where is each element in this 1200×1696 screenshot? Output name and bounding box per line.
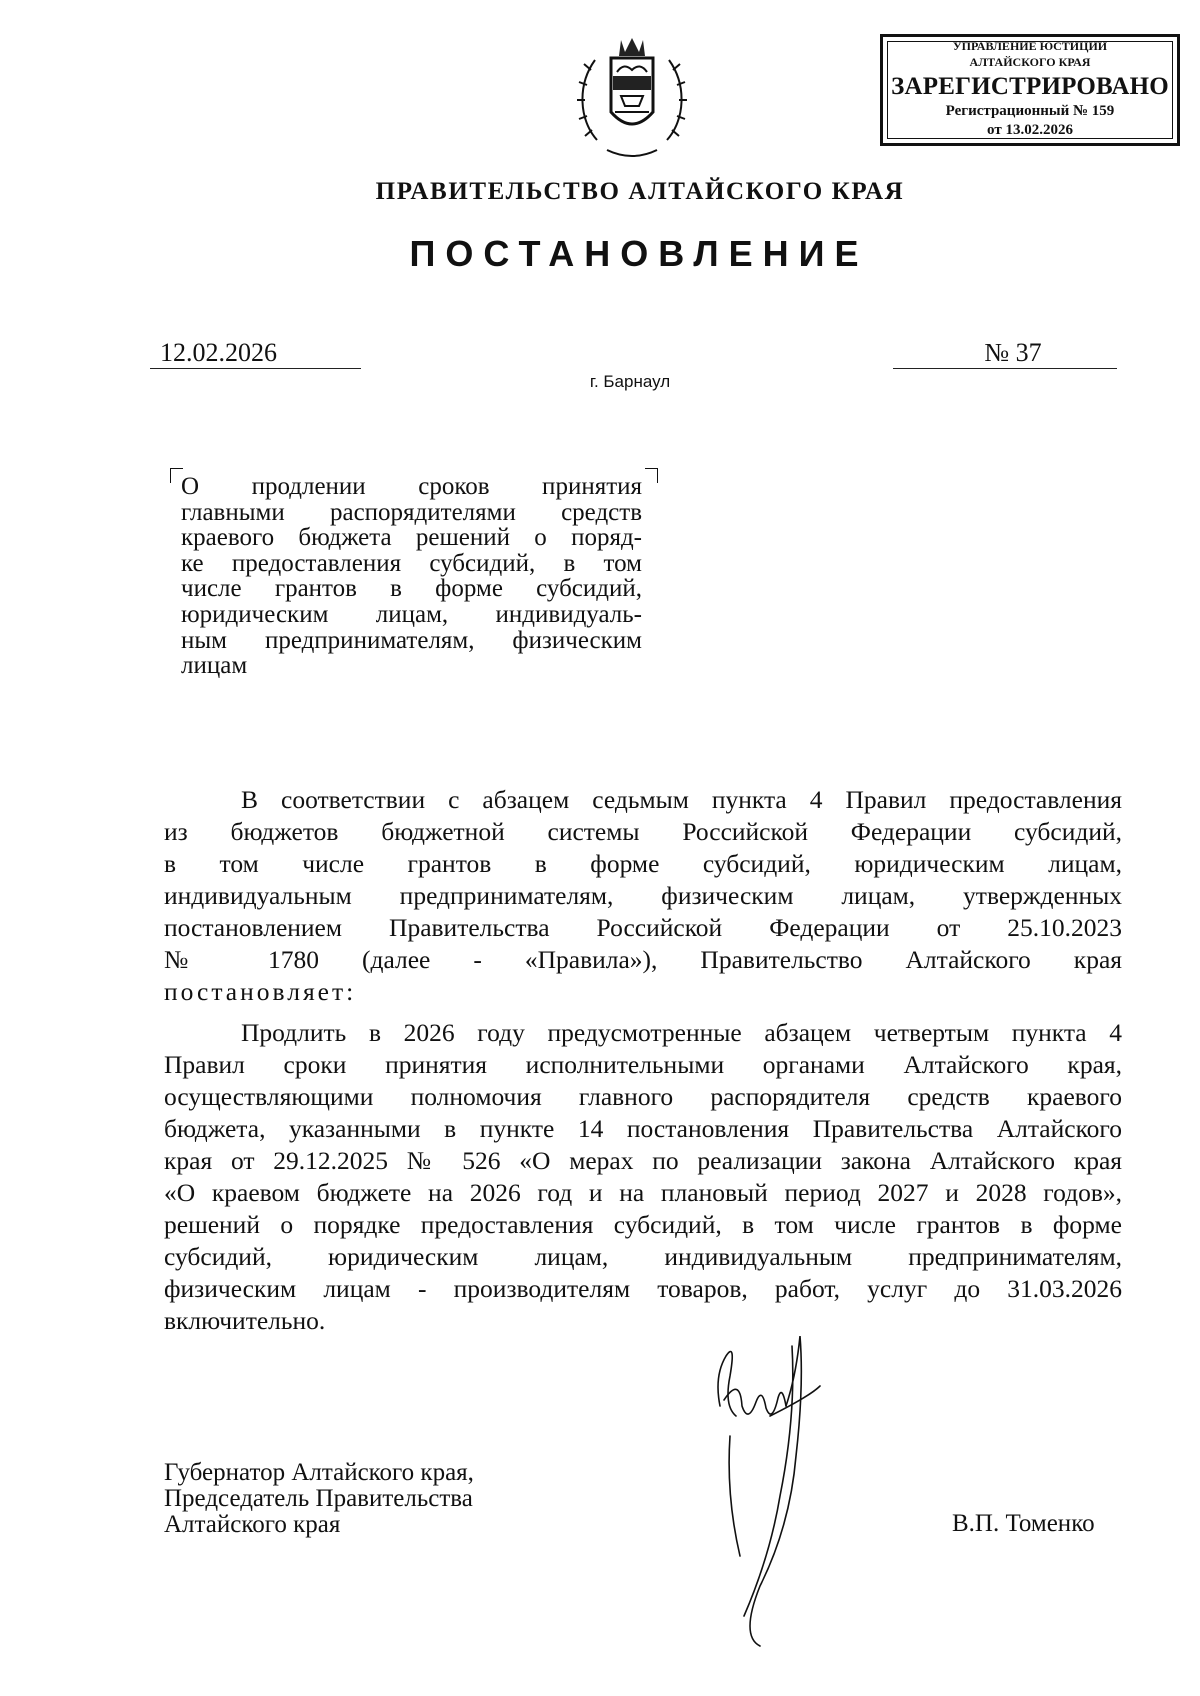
decision-paragraph	[164, 1017, 1122, 1337]
body-line: физическим лицам - производителям товаров, работ, услуг до 31.03.2026	[164, 1274, 1122, 1303]
preamble-paragraph	[164, 784, 1122, 1008]
subject-line: ным предпринимателям, физическим	[181, 626, 642, 654]
handwritten-signature	[700, 1336, 845, 1676]
subject-line: О продлении сроков принятия	[181, 473, 642, 500]
subject-line: краевого бюджета решений о поряд-	[181, 524, 642, 552]
stamp-department-line1: УПРАВЛЕНИЕ ЮСТИЦИИ	[952, 39, 1108, 53]
government-title: ПРАВИТЕЛЬСТВО АЛТАЙСКОГО КРАЯ	[375, 178, 905, 205]
signatory-name: В.П. Томенко	[952, 1510, 1095, 1537]
body-line: субсидий, юридическим лицам, индивидуальным предпринимателям,	[164, 1242, 1122, 1271]
subject-line: ке предоставления субсидий, в том	[181, 549, 642, 577]
coat-of-arms-icon	[577, 30, 687, 160]
body-line: № 1780 (далее - «Правила»), Правительство Алтайского края	[164, 945, 1122, 974]
signatory-title-line: Губернатор Алтайского края,	[164, 1459, 474, 1486]
stamp-inner-border	[887, 41, 1173, 139]
body-line: В соответствии с абзацем седьмым пункта 4 Правил предоставления	[241, 785, 1122, 814]
body-line: «О краевом бюджете на 2026 год и на плановый период 2027 и 2028 годов»,	[164, 1178, 1122, 1207]
registration-stamp	[880, 34, 1180, 146]
document-type: ПОСТАНОВЛЕНИЕ	[409, 233, 869, 274]
signatory-title-line: Алтайского края	[164, 1511, 341, 1538]
subject-corner-right	[645, 468, 658, 483]
body-line: включительно.	[164, 1306, 326, 1335]
subject-line: числе грантов в форме субсидий,	[181, 575, 642, 603]
stamp-status: ЗАРЕГИСТРИРОВАНО	[891, 73, 1169, 100]
body-line: бюджета, указанными в пункте 14 постановления Правительства Алтайского	[164, 1114, 1122, 1143]
document-subject	[181, 474, 642, 679]
body-line: индивидуальным предпринимателям, физическим лицам, утвержденных	[164, 881, 1122, 910]
stamp-reg-number: Регистрационный № 159	[945, 103, 1115, 119]
body-line: решений о порядке предоставления субсидий, в том числе грантов в форме	[164, 1210, 1122, 1239]
body-line: постановлением Правительства Российской Федерации от 25.10.2023	[164, 913, 1122, 942]
document-number: № 37	[893, 338, 1117, 369]
body-line: в том числе грантов в форме субсидий, юридическим лицам,	[164, 849, 1122, 878]
body-line: Правил сроки принятия исполнительными органами Алтайского края,	[164, 1050, 1122, 1079]
signatory-title-line: Председатель Правительства	[164, 1485, 473, 1512]
subject-line: юридическим лицам, индивидуаль-	[181, 600, 642, 628]
signatory-title	[164, 1460, 474, 1538]
stamp-reg-date: от 13.02.2026	[987, 122, 1073, 138]
document-city: г. Барнаул	[589, 372, 671, 391]
body-line: Продлить в 2026 году предусмотренные абзацем четвертым пункта 4	[241, 1018, 1122, 1047]
subject-line: лицам	[181, 652, 248, 680]
stamp-department-line2: АЛТАЙСКОГО КРАЯ	[969, 55, 1091, 69]
resolves-word: постановляет:	[164, 977, 357, 1006]
body-line: края от 29.12.2025 № 526 «О мерах по реализации закона Алтайского края	[164, 1146, 1122, 1175]
document-date: 12.02.2026	[150, 338, 361, 369]
body-line: из бюджетов бюджетной системы Российской Федерации субсидий,	[164, 817, 1122, 846]
subject-line: главными распорядителями средств	[181, 498, 642, 526]
body-line: осуществляющими полномочия главного распорядителя средств краевого	[164, 1082, 1122, 1111]
